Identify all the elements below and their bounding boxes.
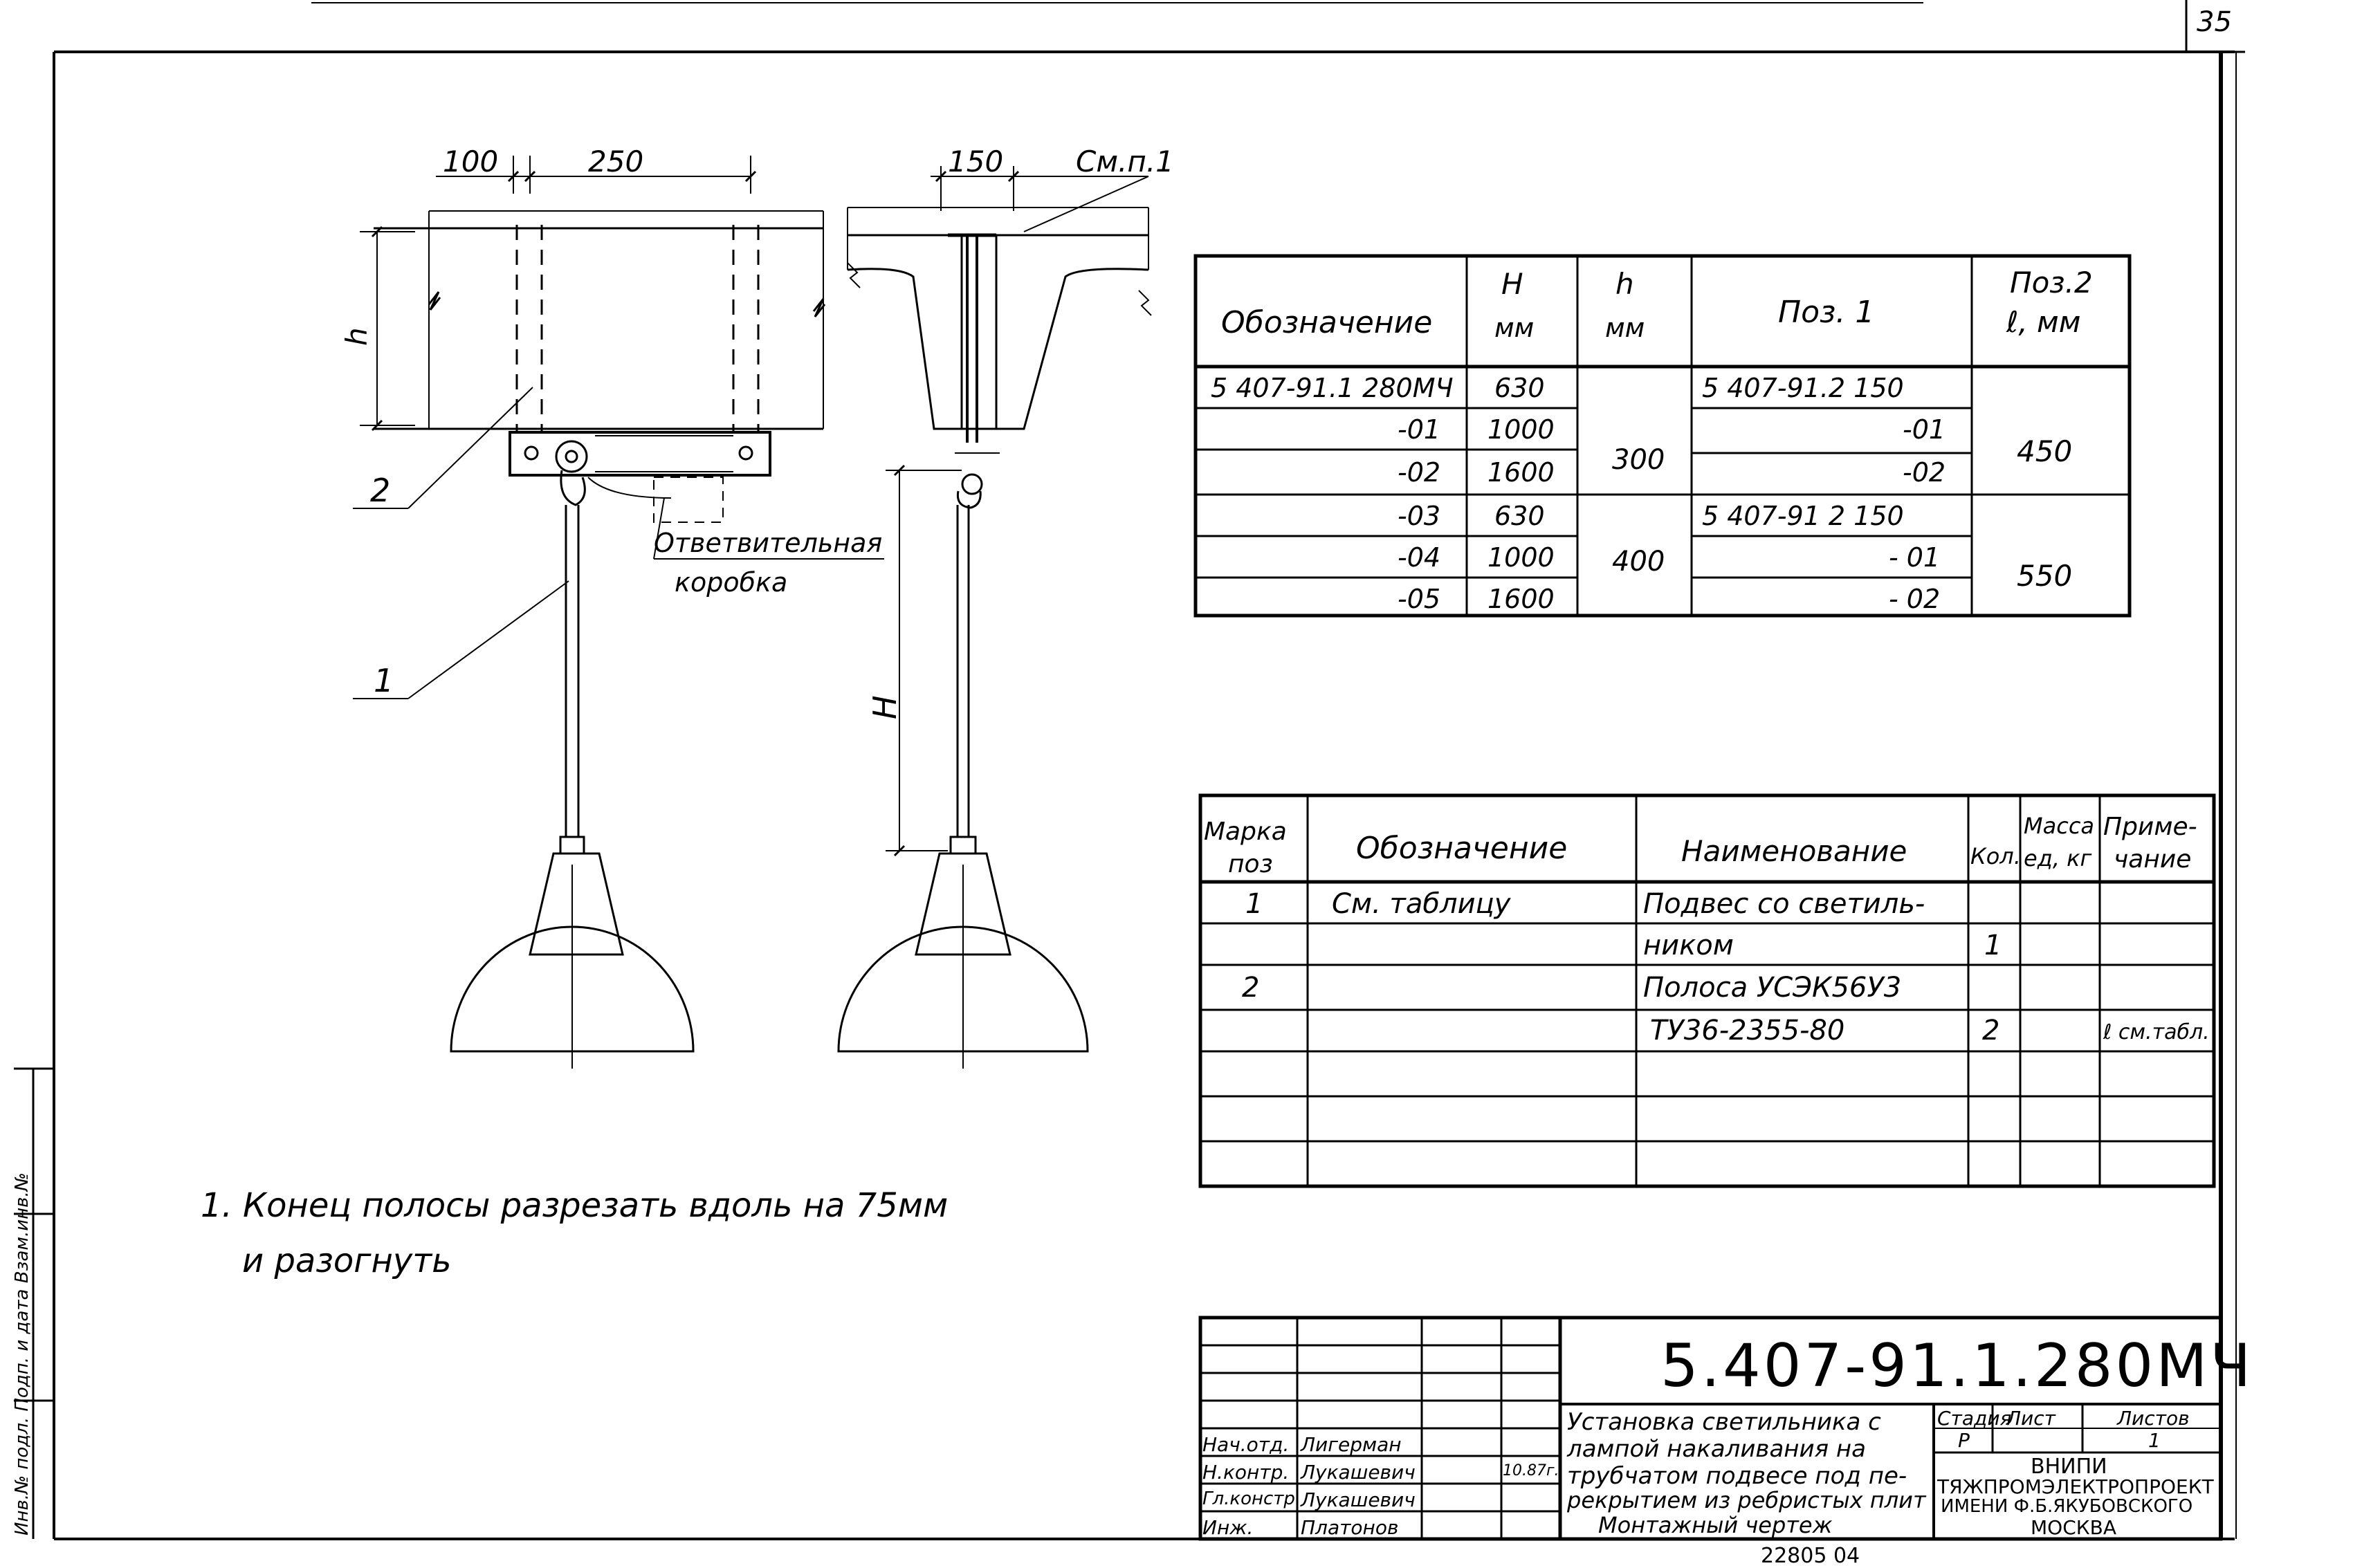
- st-row-2-mark: 2: [1242, 972, 1260, 1004]
- st-row-1-name: ником: [1643, 930, 1734, 961]
- vt-row-4-pos1: - 01: [1889, 542, 1941, 573]
- title-line-4: Монтажный чертеж: [1598, 1512, 1833, 1538]
- dim-H: H: [866, 695, 904, 719]
- sig-role-3: Инж.: [1202, 1516, 1254, 1539]
- vt-l-group-1: 550: [2017, 559, 2073, 593]
- org-line-3: МОСКВА: [2031, 1516, 2116, 1539]
- dim-150: 150: [948, 145, 1004, 178]
- sig-name-3: Платонов: [1301, 1516, 1399, 1539]
- stage-value: Р: [1958, 1429, 1970, 1452]
- side-stamp-text: Инв.№ подл. Подп. и дата Взам.инв.№: [12, 1172, 33, 1535]
- st-row-3-name: ТУ36-2355-80: [1650, 1015, 1845, 1046]
- st-header-mark-1: Марка: [1204, 818, 1287, 846]
- vt-row-3-designation: -03: [1398, 501, 1441, 531]
- sig-role-1: Н.контр.: [1202, 1461, 1290, 1484]
- sheets-value: 1: [2148, 1429, 2161, 1452]
- vt-header-designation: Обозначение: [1221, 305, 1433, 340]
- vt-row-5-designation: -05: [1398, 584, 1441, 614]
- st-header-note-2: чание: [2114, 845, 2192, 874]
- vt-header-H-1: H: [1501, 267, 1523, 301]
- st-row-0-name: Подвес со светиль-: [1643, 888, 1925, 920]
- archive-number: 22805 04: [1761, 1544, 1860, 1568]
- side-view: [839, 166, 1151, 1069]
- vt-row-1-designation: -01: [1398, 414, 1441, 445]
- sig-name-1: Лукашевич: [1301, 1461, 1416, 1484]
- vt-row-0-pos1: 5 407-91.2 150: [1702, 373, 1904, 403]
- st-header-mass-2: ед, кг: [2024, 845, 2092, 871]
- vt-row-0-designation: 5 407-91.1 280МЧ: [1211, 373, 1454, 403]
- dim-100: 100: [443, 145, 499, 178]
- dim-250: 250: [588, 145, 644, 178]
- title-line-2: трубчатом подвесе под пе-: [1567, 1462, 1907, 1490]
- title-line-1: лампой накаливания на: [1567, 1435, 1866, 1463]
- vt-row-1-pos1: -01: [1903, 414, 1946, 445]
- vt-row-3-H: 630: [1494, 501, 1545, 531]
- drawing-code: 5.407-91.1.280МЧ: [1660, 1331, 2254, 1401]
- sign-date: 10.87г.: [1503, 1462, 1559, 1479]
- title-line-3: рекрытием из ребристых плит: [1567, 1487, 1926, 1513]
- vt-header-pos2-2: ℓ, мм: [2006, 305, 2081, 339]
- st-header-qty: Кол.: [1970, 843, 2021, 869]
- st-row-1-qty: 1: [1984, 930, 2002, 961]
- st-row-3-qty: 2: [1982, 1015, 2000, 1046]
- vt-row-5-H: 1600: [1487, 584, 1555, 614]
- vt-row-1-H: 1000: [1487, 414, 1555, 445]
- st-header-name: Наименование: [1681, 834, 1907, 868]
- sheet-frame: [54, 0, 2245, 1539]
- org-line-1: ТЯЖПРОМЭЛЕКТРОПРОЕКТ: [1937, 1475, 2214, 1498]
- front-view: [353, 156, 884, 1069]
- vt-header-pos2-1: Поз.2: [2010, 266, 2093, 299]
- vt-row-3-pos1: 5 407-91 2 150: [1702, 501, 1904, 531]
- st-row-0-mark: 1: [1245, 888, 1263, 920]
- title-line-0: Установка светильника с: [1567, 1408, 1881, 1436]
- st-header-designation: Обозначение: [1356, 831, 1568, 866]
- st-header-mass-1: Масса: [2024, 813, 2095, 839]
- vt-header-h-1: h: [1615, 267, 1634, 301]
- sig-name-0: Лигерман: [1301, 1433, 1402, 1456]
- dim-h: h: [340, 327, 374, 346]
- vt-header-h-2: мм: [1605, 313, 1645, 343]
- vt-row-2-designation: -02: [1398, 457, 1441, 488]
- sheet-label: Лист: [2006, 1407, 2056, 1430]
- note-line-1: 1. Конец полосы разрезать вдоль на 75мм: [201, 1186, 949, 1225]
- stage-label: Стадия: [1937, 1407, 2012, 1430]
- vt-row-2-H: 1600: [1487, 457, 1555, 488]
- org-line-0: ВНИПИ: [2031, 1455, 2107, 1479]
- vt-h-group-1: 400: [1612, 546, 1665, 578]
- vt-row-4-H: 1000: [1487, 542, 1555, 573]
- note-line-2: и разогнуть: [242, 1242, 452, 1280]
- sig-role-2: Гл.констр.: [1202, 1488, 1301, 1509]
- st-row-3-note: ℓ см.табл.: [2103, 1020, 2210, 1044]
- vt-row-0-H: 630: [1494, 373, 1545, 403]
- vt-l-group-0: 450: [2017, 434, 2073, 468]
- vt-header-H-2: мм: [1494, 313, 1535, 343]
- st-header-mark-2: поз: [1228, 850, 1273, 878]
- sig-role-0: Нач.отд.: [1202, 1433, 1290, 1456]
- st-row-2-name: Полоса УСЭК56У3: [1643, 972, 1902, 1004]
- sheet-number: 35: [2197, 6, 2232, 38]
- st-header-note-1: Приме-: [2103, 813, 2197, 841]
- junction-box-label-2: коробка: [675, 567, 788, 598]
- callout-2: 2: [370, 472, 391, 509]
- vt-h-group-0: 300: [1612, 444, 1665, 476]
- see-note-label: См.п.1: [1076, 145, 1174, 178]
- vt-row-5-pos1: - 02: [1889, 584, 1941, 614]
- sheets-label: Листов: [2117, 1407, 2190, 1430]
- st-row-0-designation: См. таблицу: [1332, 888, 1511, 920]
- sig-name-2: Лукашевич: [1301, 1488, 1416, 1511]
- vt-header-pos1: Поз. 1: [1778, 295, 1875, 330]
- vt-row-4-designation: -04: [1398, 542, 1441, 573]
- org-line-2: ИМЕНИ Ф.Б.ЯКУБОВСКОГО: [1941, 1496, 2193, 1517]
- junction-box-label-1: Ответвительная: [654, 528, 883, 558]
- callout-1: 1: [374, 662, 394, 699]
- vt-row-2-pos1: -02: [1903, 457, 1946, 488]
